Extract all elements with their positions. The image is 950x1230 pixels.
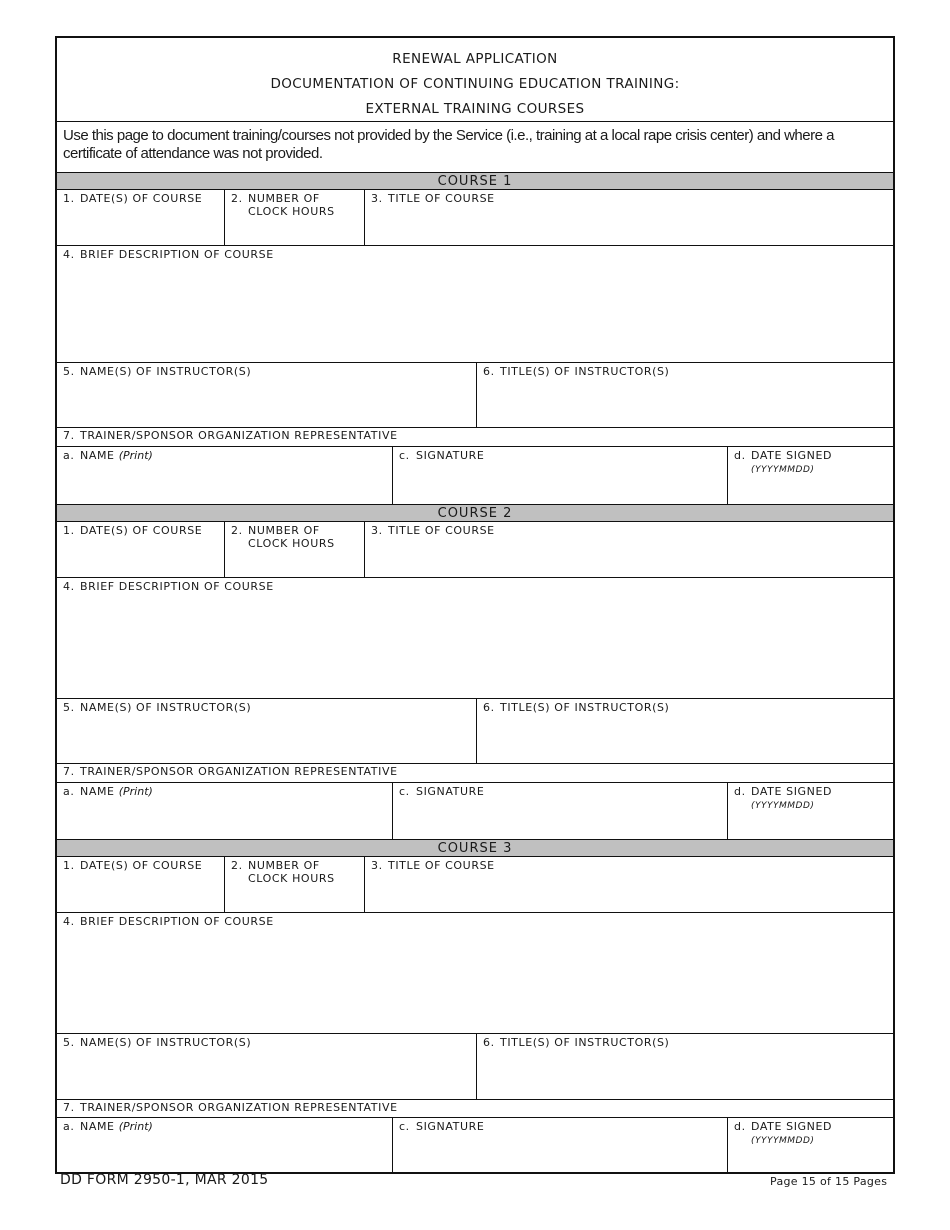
course-description-field[interactable]: 4. BRIEF DESCRIPTION OF COURSE (57, 246, 893, 363)
course-section-3 (57, 839, 893, 1172)
representative-heading: 7. TRAINER/SPONSOR ORGANIZATION REPRESENTATIVE (57, 764, 893, 783)
rep-name-field[interactable]: a. NAME (Print) (57, 1118, 393, 1172)
representative-heading: 7. TRAINER/SPONSOR ORGANIZATION REPRESENTATIVE (57, 428, 893, 447)
course-title-field[interactable]: 3. TITLE OF COURSE (365, 190, 893, 246)
course-heading: COURSE 2 (57, 504, 893, 522)
header-line-1: RENEWAL APPLICATION (392, 51, 558, 67)
rep-name-field[interactable]: a. NAME (Print) (57, 447, 393, 504)
date-signed-field[interactable]: d. DATE SIGNED (YYYYMMDD) (734, 785, 833, 811)
instructor-titles-field[interactable]: 6. TITLE(S) OF INSTRUCTOR(S) (477, 363, 893, 428)
rep-signature-field[interactable]: c. SIGNATURE (393, 447, 728, 504)
course-section-2 (57, 504, 893, 839)
course-dates-field[interactable]: 1. DATE(S) OF COURSE (57, 522, 225, 578)
course-dates-field[interactable]: 1. DATE(S) OF COURSE (57, 190, 225, 246)
clock-hours-field[interactable]: 2. NUMBER OF CLOCK HOURS (225, 857, 365, 913)
instructor-names-field[interactable]: 5. NAME(S) OF INSTRUCTOR(S) (57, 1034, 477, 1100)
instructor-titles-field[interactable]: 6. TITLE(S) OF INSTRUCTOR(S) (477, 1034, 893, 1100)
form-header (57, 38, 893, 122)
form-frame (55, 36, 895, 1174)
instructor-names-field[interactable]: 5. NAME(S) OF INSTRUCTOR(S) (57, 699, 477, 764)
rep-signature-field[interactable]: c. SIGNATURE (393, 1118, 728, 1172)
course-section-1 (57, 172, 893, 504)
instructions-text: Use this page to document training/courses not provided by the Service (i.e., training at a local rape crisis center) and where a certificate of attendance was not provided. (63, 127, 834, 162)
form-id: DD FORM 2950-1, MAR 2015 (60, 1172, 269, 1188)
clock-hours-field[interactable]: 2. NUMBER OF CLOCK HOURS (225, 190, 365, 246)
course-heading: COURSE 3 (57, 839, 893, 857)
instructor-titles-field[interactable]: 6. TITLE(S) OF INSTRUCTOR(S) (477, 699, 893, 764)
date-signed-field[interactable]: d. DATE SIGNED (YYYYMMDD) (734, 449, 833, 475)
instructor-names-field[interactable]: 5. NAME(S) OF INSTRUCTOR(S) (57, 363, 477, 428)
rep-name-field[interactable]: a. NAME (Print) (57, 783, 393, 839)
course-heading: COURSE 1 (57, 172, 893, 190)
course-dates-field[interactable]: 1. DATE(S) OF COURSE (57, 857, 225, 913)
instructions-block (57, 122, 893, 173)
course-title-field[interactable]: 3. TITLE OF COURSE (365, 857, 893, 913)
clock-hours-field[interactable]: 2. NUMBER OF CLOCK HOURS (225, 522, 365, 578)
course-description-field[interactable]: 4. BRIEF DESCRIPTION OF COURSE (57, 913, 893, 1034)
header-line-2: DOCUMENTATION OF CONTINUING EDUCATION TRAINING: (270, 76, 680, 92)
page-number: Page 15 of 15 Pages (770, 1175, 888, 1188)
representative-heading: 7. TRAINER/SPONSOR ORGANIZATION REPRESENTATIVE (57, 1100, 893, 1118)
course-title-field[interactable]: 3. TITLE OF COURSE (365, 522, 893, 578)
rep-signature-field[interactable]: c. SIGNATURE (393, 783, 728, 839)
course-description-field[interactable]: 4. BRIEF DESCRIPTION OF COURSE (57, 578, 893, 699)
header-line-3: EXTERNAL TRAINING COURSES (365, 101, 585, 117)
date-signed-field[interactable]: d. DATE SIGNED (YYYYMMDD) (734, 1120, 833, 1146)
